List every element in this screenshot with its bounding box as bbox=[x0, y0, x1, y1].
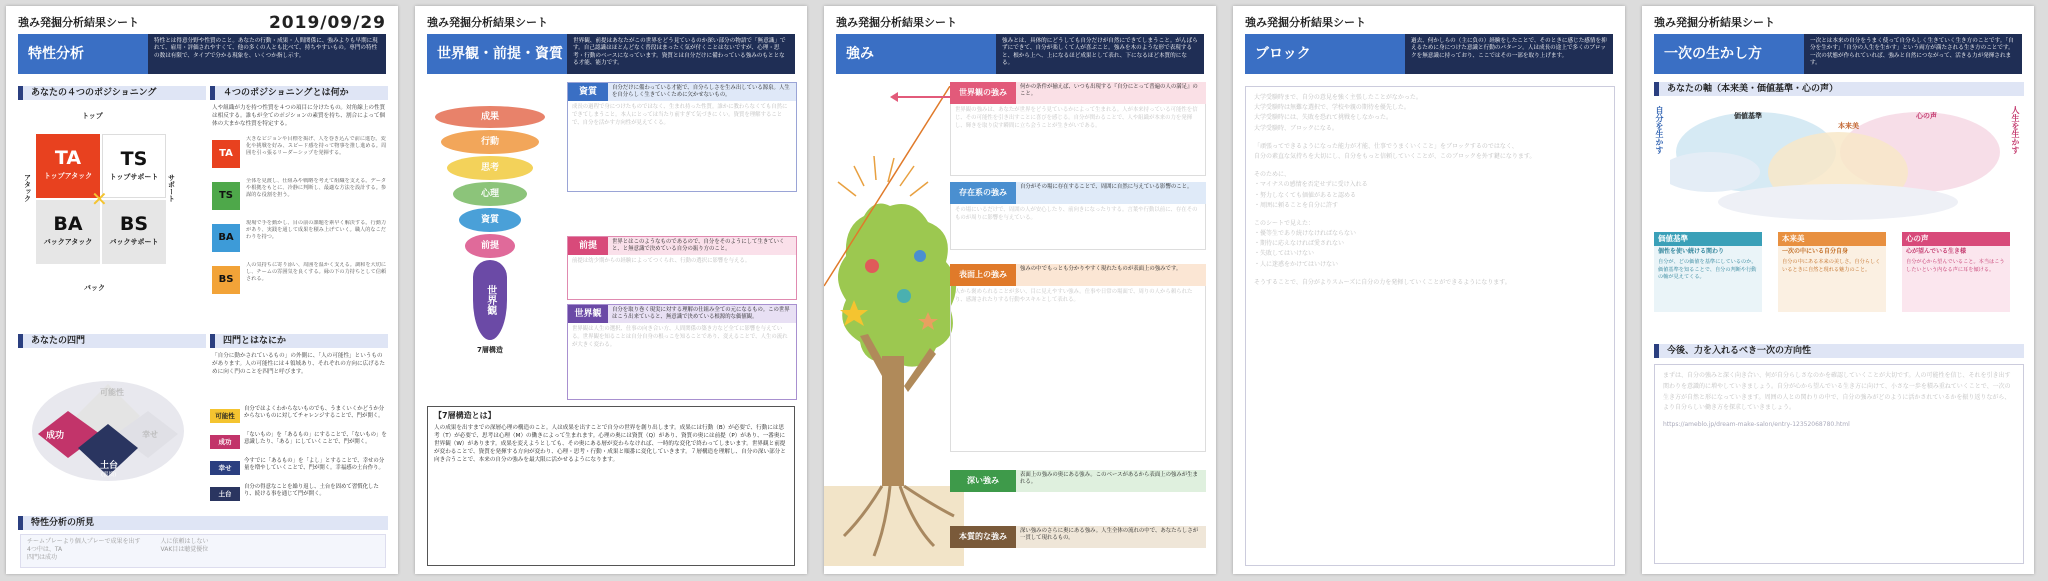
left-axis-label: 自分を生かす bbox=[1655, 106, 1664, 154]
section-what-positioning: ４つのポジショニングとは何か bbox=[210, 86, 388, 100]
layer-psychology: 心理 bbox=[453, 182, 527, 206]
direction-box bbox=[1654, 364, 2024, 564]
title-description: 強みとは、具体的にどうしても自分だけが自然にできてしまうこと。がんばらずにできて、自分が楽しくて人が喜ぶこと。強みを木のような形で表現すると、根から上へ、上になるほど成果として表れ、下になるほど本質的になる。 bbox=[996, 34, 1204, 74]
venn-label-heart: 心の声 bbox=[1916, 112, 1937, 120]
title-description: 一次とは本来の自分をうまく使って自分らしく生きていく生き方のことです。「自分を生かす」「自分の人生を生かす」という両方が満たされる生き方のことです。一次の状態が作られていれば、強みと自然につながって、活きる力が発揮されます。 bbox=[1804, 34, 2022, 74]
strength-worldview-desc: 何かの条件が揃えば、いつも出現する『自分にとって普遍の人の満足』のこと。 bbox=[1016, 82, 1206, 104]
title-bar bbox=[427, 34, 795, 74]
axis-venn bbox=[1670, 102, 2006, 222]
gate-happiness-text: 今すでに「あるもの」を「よし」とすることで、幸せの分量を増やしていくことで、門が開く。幸福感の土台作り。 bbox=[244, 458, 385, 472]
definition-title: 【7層構造とは】 bbox=[434, 411, 496, 420]
doc-title: 強み発掘分析結果シート bbox=[1654, 16, 1775, 29]
legend-ta-text: 大きなビジョンや目標を掲げ、人を巻き込んで前に進む。変化や挑戦を好み、スピード感を持って物事を推し進める。周囲を引っ張るリーダーシップを発揮する。 bbox=[246, 136, 387, 157]
axis-card-heart bbox=[1902, 232, 2010, 312]
quad-bs-label: バックサポート bbox=[109, 237, 159, 246]
axis-card-value-sub: 個性を使い続ける関わり bbox=[1658, 248, 1725, 256]
quad-right-label: サポート bbox=[167, 174, 176, 202]
sparkle-lines bbox=[838, 156, 928, 196]
findings-list bbox=[20, 534, 386, 568]
block-line: 大学受験時は無難な選択で、学校や親の期待を優先した。 bbox=[1254, 104, 1410, 112]
block-line: このシートで見えた： bbox=[1254, 219, 1315, 227]
section-what-four-gates: 四門とはなにか bbox=[210, 334, 388, 348]
gate-foundation-tag: 土台 bbox=[210, 487, 240, 501]
page-title: 一次の生かし方 bbox=[1654, 34, 1804, 74]
quad-ts bbox=[102, 134, 166, 198]
finding-item: VAK目は聴覚優位 bbox=[160, 546, 209, 554]
box-worldview bbox=[567, 304, 797, 400]
box-quality-body: 成長の過程で身につけたものではなく、生まれ持った性質。誰かに教わらなくても自然にできてしまうこと。本人にとっては当たり前すぎて気づきにくい。資質を理解することで、自分を活かす方向性が見えてくる。 bbox=[572, 104, 788, 127]
block-body bbox=[1245, 86, 1615, 566]
gate-foundation-text: 自分の得意なことを繰り返し、土台を固めて習慣化したり、続ける事を通じて門が開く。 bbox=[244, 484, 379, 498]
block-line: そうすることで、自分がよりスムーズに自分の力を発揮していくことができるようになります。 bbox=[1254, 278, 1511, 286]
ground bbox=[824, 486, 964, 566]
quad-bs bbox=[102, 200, 166, 264]
box-quality-name: 資質 bbox=[568, 83, 608, 101]
block-line: ・周囲に頼ることを自分に許す bbox=[1254, 201, 1339, 209]
gate-row-success bbox=[210, 432, 388, 456]
quad-ts-label: トップサポート bbox=[109, 172, 159, 181]
gate-possibility-text: 自分ではよくわからないものでも、うまくいくかどうか分からないものに対してチャレンジすることで、門が開く。 bbox=[244, 406, 385, 420]
title-description: 特性とは得意分野や性質のこと。あなたの行動・成果・人間関係に、強みよりも早期に現れて、雇用・評価されやすくて、他の多くの人とも比べて、持ちやすいもの。専門の特性の数は有限で、タイプで分かる現象を、いくつか指し示す。 bbox=[148, 34, 386, 74]
strength-worldview-body: 世界観の強みは、あなたが世界をどう見ているかによって生まれる。人が本来持っている可能性を信じ、その可能性を引き出すことに喜びを感じる。自分が関わることで、人や組織が本来の力を発揮し、輝きを取り戻す瞬間に立ち会うことが生きがいである。 bbox=[950, 104, 1206, 176]
axis-card-nature bbox=[1778, 232, 1886, 312]
gate-success-text: 「ないもの」を「あるもの」にすることで、「ないもの」を意識したり、「ある」にしていくことで、門が開く。 bbox=[244, 432, 387, 446]
block-line: 「頑張ってできるようになった能力が才能、仕事でうまくいくこと」をブロックするのではなく、 bbox=[1254, 142, 1518, 150]
gate-row-happiness bbox=[210, 458, 388, 482]
page-title: 世界観・前提・資質 bbox=[427, 34, 567, 74]
block-line: 大学受験時、ブロックになる。 bbox=[1254, 124, 1338, 132]
venn-label-nature: 本来美 bbox=[1838, 122, 1859, 130]
axis-card-value-text: 自分が、どの価値を基準にしているのか。価値基準を知ることで、自分の判断や行動の軸が見えてくる。 bbox=[1658, 259, 1757, 280]
gate-possibility-tag: 可能性 bbox=[210, 409, 240, 423]
seven-layer-definition bbox=[427, 406, 795, 566]
strength-existence-desc: 自分がその場に存在することで、周囲に自然に与えている影響のこと。 bbox=[1016, 182, 1206, 204]
doc-title: 強み発掘分析結果シート bbox=[1245, 16, 1366, 29]
axis-card-nature-sub: 一次の中にいる自分自身 bbox=[1782, 248, 1849, 256]
quad-bs-code: BS bbox=[119, 213, 149, 235]
block-line: ・優等生であり続けなければならない bbox=[1254, 230, 1357, 238]
block-line: ・努力しなくても価値があると認める bbox=[1254, 191, 1357, 199]
gate-row-foundation bbox=[210, 484, 388, 508]
strength-tree bbox=[824, 86, 964, 566]
legend-ba-text: 現場で手を動かし、目の前の課題を素早く解決する。行動力があり、実践を通して成果を積み上げていく。職人的なこだわりを持つ。 bbox=[246, 220, 387, 241]
page-title: ブロック bbox=[1245, 34, 1405, 74]
axis-card-heart-sub: 心が望んでいる生き様 bbox=[1906, 248, 1967, 256]
right-axis-label: 人生を生かす bbox=[2011, 106, 2020, 154]
arrow-worldview-head bbox=[890, 92, 898, 102]
quad-top-label: トップ bbox=[82, 112, 103, 120]
strength-group-surface bbox=[950, 264, 1206, 452]
definition-text: 人の成果を出すまでの深層心理の構造のこと。人は成果を出すことで自分の世界を創り出します。成果には行動（B）が必要で、行動には思考（T）が必要で、思考は心理（M）の働きによって生まれます。心理の奥には資質（Q）があり、資質の奥には前提（P）があり、一番奥に世界観（W）があります。成果を変えようとしても、その奥にある層が変わらなければ、一時的な変化で終わってしまいます。世界観と前提が変わることで、資質を発揮する方向が変わり、心理・思考・行動・成果と順番に変化していきます。７層構造を理解し、自分の深い部分と向き合うことで、本来の自分の強みを最大限に活かせるようになります。 bbox=[434, 424, 786, 464]
four-gates-intro: 「自分に動かされているもの」の外側に、「人の可能性」というものがあります。人の可能性には４領域あり、それぞれの方向に広げるために向く門のことを四門と呼びます。 bbox=[212, 353, 385, 376]
legend-ba bbox=[212, 220, 388, 260]
section-findings: 特性分析の所見 bbox=[18, 516, 388, 530]
title-bar bbox=[18, 34, 386, 74]
page-title: 強み bbox=[836, 34, 996, 74]
strength-deep-desc: 表面上の強みの奥にある強み。このベースがあるから表面上の強みが生まれる。 bbox=[1016, 470, 1206, 492]
page-block bbox=[1233, 6, 1625, 574]
strength-worldview-name: 世界観の強み bbox=[950, 82, 1016, 104]
doc-title: 強み発掘分析結果シート bbox=[836, 16, 957, 29]
pyramid-caption: 7層構造 bbox=[477, 346, 503, 354]
quad-left-label: アタック bbox=[23, 174, 32, 202]
block-line: ・人に迷惑をかけてはいけない bbox=[1254, 260, 1339, 268]
gate-row-possibility bbox=[210, 406, 388, 430]
block-line: 大学受験時まで、自分の意見を強く主張したことがなかった。 bbox=[1254, 94, 1422, 101]
block-line: 自分の素直な気持ちを大切にし、自分をもっと信頼していくことが、このブロックを外す鍵になります。 bbox=[1254, 152, 1536, 160]
quad-ba-code: BA bbox=[53, 213, 83, 235]
axis-card-value bbox=[1654, 232, 1762, 312]
legend-ta-code: TA bbox=[212, 140, 240, 168]
strength-existence-name: 存在系の強み bbox=[950, 182, 1016, 204]
strength-group-worldview bbox=[950, 82, 1206, 176]
finding-item: 4つ中は、TA bbox=[27, 546, 63, 554]
legend-ta bbox=[212, 136, 388, 176]
position-mark: ✕ bbox=[91, 187, 108, 211]
page-strengths bbox=[824, 6, 1216, 574]
strength-existence-body: その場にいるだけで、周囲の人が安心したり、前向きになったりする。言葉や行動以前に、存在そのものが周りに影響を与えている。 bbox=[950, 204, 1206, 250]
quad-ts-code: TS bbox=[120, 148, 148, 170]
axis-card-value-name: 価値基準 bbox=[1654, 232, 1762, 246]
block-line: ・マイナスの感情を否定せずに受け入れる bbox=[1254, 181, 1368, 189]
box-worldview-desc: 自分を取り巻く現実に対する理解の仕組み全ての元になるもの。この世界はこう出来ていると、無意識で決めている根源的な価値観。 bbox=[608, 305, 796, 323]
axis-card-heart-text: 自分が心から望んでいること。本当はこうしたいという内なる声に耳を傾ける。 bbox=[1906, 259, 2005, 273]
strength-surface-name: 表面上の強み bbox=[950, 264, 1016, 286]
box-premise-body: 前提は幼少期からの経験によってつくられ、行動の選択に影響を与える。 bbox=[572, 258, 751, 264]
title-bar bbox=[1245, 34, 1613, 74]
page-title: 特性分析 bbox=[18, 34, 148, 74]
block-line: そのために、 bbox=[1254, 171, 1291, 179]
section-four-gates: あなたの四門 bbox=[18, 334, 206, 348]
page-characteristics bbox=[6, 6, 398, 574]
strength-deep-name: 深い強み bbox=[950, 470, 1016, 492]
strength-essential-desc: 深い強みのさらに奥にある強み。人生全体の流れの中で、あなたらしさが一貫して現れるもの。 bbox=[1016, 526, 1206, 548]
gate-foundation-label: 土台 bbox=[100, 461, 119, 471]
legend-ts-code: TS bbox=[212, 182, 240, 210]
box-worldview-name: 世界観 bbox=[568, 305, 608, 323]
legend-ba-code: BA bbox=[212, 224, 240, 252]
gate-happiness-tag: 幸せ bbox=[210, 461, 240, 475]
positioning-intro: 人や組織が力を持つ性質を４つの項目に分けたもの。対角線上の性質は相反する。誰もが全てのポジションの素質を持ち、割合によって個体の大まかな性質を特定する。 bbox=[212, 105, 386, 128]
legend-bs-code: BS bbox=[212, 266, 240, 294]
quad-ba-label: バックアタック bbox=[43, 237, 93, 246]
layer-worldview: 世界観 bbox=[473, 260, 507, 340]
title-description: 過去、何かしらの（主に負の）経験をしたことで、そのときに感じた感情を抑えるために身につけた意識と行動のパターン。人は成長の途上で多くのブロックを無意識に持っており、ここではその一部を取り上げます。 bbox=[1405, 34, 1613, 74]
finding-item: チームプレーより個人プレーで成果を出す bbox=[27, 538, 141, 545]
gate-possibility-label: 可能性 bbox=[100, 388, 124, 397]
tree-canopy bbox=[838, 204, 956, 367]
positioning-quadrant bbox=[23, 112, 176, 294]
block-line: ・期待に応えなければ愛されない bbox=[1254, 240, 1345, 248]
layer-action: 行動 bbox=[441, 130, 539, 154]
title-description: 世界観、前提はあなたがこの世界をどう見ているのか深い部分の物語で「無意識」です。自己認識はほとんどなく普段はまったく気が付くことはないですが、心理・思考・行動のベースになっています。資質とは自分だけに備わっている強みのもととなる才能、能力です。 bbox=[567, 34, 795, 74]
title-bar bbox=[836, 34, 1204, 74]
legend-bs bbox=[212, 262, 388, 302]
block-line: 大学受験時には、失敗を恐れて挑戦をしなかった。 bbox=[1254, 114, 1393, 122]
legend-ts-text: 全体を見渡し、仕組みや戦略を考えて組織を支える。データや根拠をもとに、冷静に判断し、最適な方法を設計する。参謀的な役割を担う。 bbox=[246, 178, 387, 199]
box-premise-desc: 世界とはこのようなものであるので、自分をそのようにして生きていくと、と無意識で決めている自分の振り方のこと。 bbox=[608, 237, 796, 255]
axis-card-nature-name: 本来美 bbox=[1778, 232, 1886, 246]
gate-happiness-label: 幸せ bbox=[142, 430, 158, 439]
axis-card-nature-text: 自分の中にある本来の美しさ。自分らしくいるときに自然と現れる魅力のこと。 bbox=[1782, 259, 1881, 273]
section-positioning: あなたの４つのポジショニング bbox=[18, 86, 206, 100]
finding-item: 人に依頼はしない bbox=[160, 538, 209, 545]
direction-text: まずは、自分の強みと深く向き合い、何が自分らしさなのかを確認していくことが大切です。人の可能性を信じ、それを引き出す関わりを意識的に増やしていきましょう。自分が心から望んでいる生き方に向けて、小さな一歩を積み重ねていくことで、一次の生き方が自然と形になっていきます。周囲の人との関わりの中で、自分の強みがどのように活かされているかを振り返りながら、より自分らしい働き方を探求していきましょう。 bbox=[1663, 372, 2011, 412]
legend-ts bbox=[212, 178, 388, 218]
layer-premise: 前提 bbox=[465, 234, 515, 258]
page-worldview bbox=[415, 6, 807, 574]
doc-title: 強み発掘分析結果シート bbox=[18, 16, 139, 29]
section-direction: 今後、力を入れるべき一次の方向性 bbox=[1654, 344, 2024, 358]
strength-group-essential bbox=[950, 526, 1206, 548]
box-quality-desc: 自分だけに備わっている才能で、自分らしさを生み出している源泉。人生を自分らしく生きていくために欠かせないもの。 bbox=[608, 83, 796, 101]
quad-ta-code: TA bbox=[54, 147, 82, 169]
strength-surface-desc: 強みの中でもっとも分かりやすく現れたものが表面上の強みです。 bbox=[1016, 264, 1206, 286]
box-worldview-body: 世界観は人生の選択、仕事の向き合い方、人間関係の築き方など全てに影響を与えている。世界観を知ることは自分自身の根っこを知ることであり、変えることで、人生の流れが大きく変わる。 bbox=[572, 326, 788, 349]
legend-bs-text: 人の気持ちに寄り添い、周囲を温かく支える。調和を大切にし、チームの雰囲気を良くする。縁の下の力持ちとして信頼される。 bbox=[246, 262, 387, 283]
title-bar bbox=[1654, 34, 2022, 74]
layer-quality: 資質 bbox=[459, 208, 521, 232]
strength-essential-name: 本質的な強み bbox=[950, 526, 1016, 548]
box-premise bbox=[567, 236, 797, 300]
box-quality bbox=[567, 82, 797, 192]
layer-results: 成果 bbox=[435, 106, 545, 128]
finding-item: 四門は成功 bbox=[27, 554, 58, 562]
section-axis: あなたの軸（本来美・価値基準・心の声） bbox=[1654, 82, 2024, 96]
strength-surface-body: 人から褒められることが多い、目に見えやすい強み。仕事や日常の場面で、周りの人から頼られたり、感謝されたりする行動やスキルとして表れる。 bbox=[950, 286, 1206, 452]
page-first-order bbox=[1642, 6, 2034, 574]
venn-label-value: 価値基準 bbox=[1734, 112, 1762, 120]
reference-link[interactable]: https://ameblo.jp/dream-make-salon/entry-12352068780.html bbox=[1663, 421, 1850, 429]
gate-foundation-sub: (習慣) bbox=[101, 472, 117, 478]
block-line: ・失敗してはいけない bbox=[1254, 250, 1315, 258]
strength-group-deep bbox=[950, 470, 1206, 492]
quad-ta-label: トップアタック bbox=[43, 171, 93, 180]
strength-group-existence bbox=[950, 182, 1206, 250]
box-premise-name: 前提 bbox=[568, 237, 608, 255]
tree-trunk bbox=[882, 356, 904, 486]
axis-card-heart-name: 心の声 bbox=[1902, 232, 2010, 246]
layer-thought: 思考 bbox=[447, 156, 533, 180]
doc-title: 強み発掘分析結果シート bbox=[427, 16, 548, 29]
report-date: 2019/09/29 bbox=[268, 13, 386, 33]
gate-success-tag: 成功 bbox=[210, 435, 240, 449]
arrow-worldview bbox=[894, 96, 950, 98]
quad-bottom-label: バック bbox=[84, 284, 105, 292]
gate-success-label: 成功 bbox=[46, 431, 65, 441]
